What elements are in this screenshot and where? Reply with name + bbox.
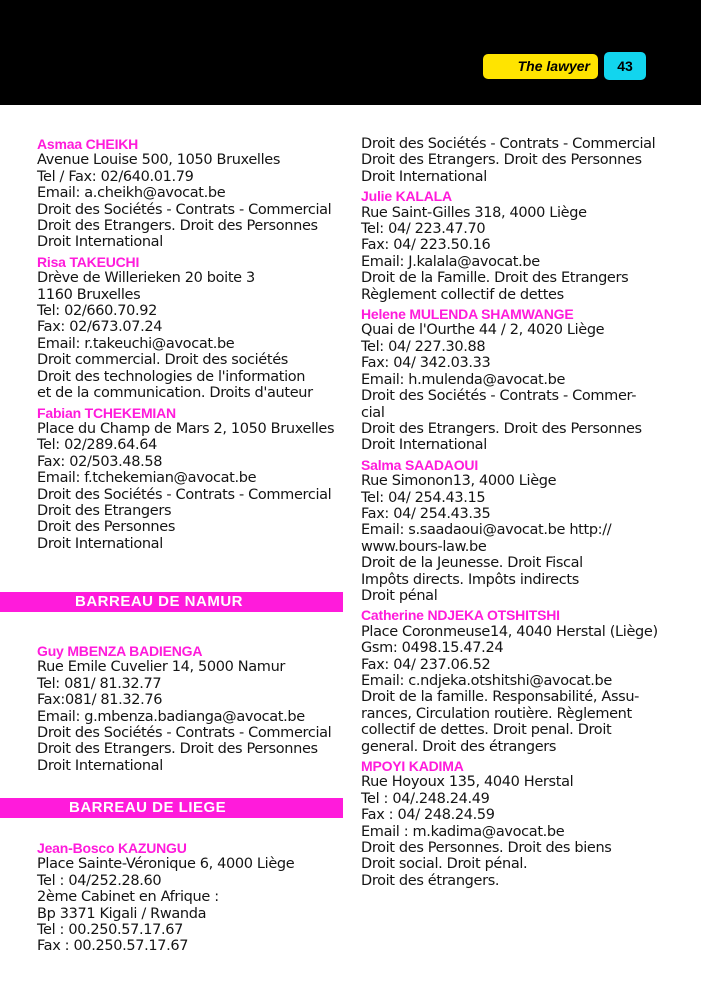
entry-line: Droit International: [361, 437, 487, 454]
namur-listing: [37, 643, 349, 774]
entry-line: Tel / Fax: 02/640.01.79: [37, 168, 194, 185]
entry-line: Droit des Sociétés - Contrats - Commercial: [37, 201, 332, 218]
liege-listing: [37, 840, 349, 955]
lawyer-entry: [37, 405, 349, 553]
entry-line: Droit des Personnes: [37, 519, 176, 536]
entry-line: Email: c.ndjeka.otshitshi@avocat.be: [361, 673, 612, 689]
entry-line: Place Coronmeuse14, 4040 Herstal (Liège): [361, 623, 658, 640]
left-column: [37, 136, 349, 552]
entry-line: Droit des Sociétés - Contrats - Commercial: [37, 725, 332, 742]
entry-line: Tel : 04/.248.24.49: [361, 790, 490, 807]
entry-line: Email: g.mbenza.badianga@avocat.be: [37, 708, 305, 725]
entry-line: www.bours-law.be: [361, 538, 487, 555]
entry-line: Droit des Etrangers. Droit des Personnes: [37, 218, 318, 235]
entry-line: Droit des technologies de l'information: [37, 368, 306, 385]
lawyer-name: Fabian TCHEKEMIAN: [37, 404, 176, 421]
entry-line: Tel: 081/ 81.32.77: [37, 675, 162, 692]
entry-line: Email: h.mulenda@avocat.be: [361, 371, 566, 388]
page-number: 43: [604, 52, 646, 80]
entry-line: Rue Emile Cuvelier 14, 5000 Namur: [37, 659, 286, 676]
lawyer-name: Jean-Bosco KAZUNGU: [37, 840, 187, 856]
entry-line: Droit International: [37, 535, 163, 552]
entry-line: Droit des Etrangers. Droit des Personnes: [37, 741, 318, 758]
entry-line: Droit de la famille. Responsabilité, Assu-: [361, 689, 640, 706]
entry-line: Avenue Louise 500, 1050 Bruxelles: [37, 152, 281, 169]
entry-line: Rue Saint-Gilles 318, 4000 Liège: [361, 204, 587, 221]
entry-line: Tel: 04/ 227.30.88: [361, 338, 486, 355]
entry-line: Droit des Etrangers: [37, 502, 172, 519]
entry-line: Fax: 04/ 237.06.52: [361, 656, 491, 673]
lawyer-name: Helene MULENDA SHAMWANGE: [361, 306, 574, 323]
lawyer-name: MPOYI KADIMA: [361, 758, 464, 775]
entry-line: Fax: 04/ 254.43.35: [361, 505, 491, 522]
barreau-namur-banner: [0, 592, 343, 612]
entry-line: et de la communication. Droits d'auteur: [37, 385, 313, 402]
entry-line: cial: [361, 404, 385, 421]
lawyer-name: Catherine NDJEKA OTSHITSHI: [361, 607, 560, 624]
entry-line: Droit des étrangers.: [361, 872, 500, 889]
entry-line: Place Sainte-Véronique 6, 4000 Liège: [37, 856, 295, 873]
entry-line: Droit des Sociétés - Contrats - Commercial: [361, 136, 656, 152]
entry-line: Email: s.saadaoui@avocat.be http://: [361, 522, 612, 539]
entry-line: Fax: 02/673.07.24: [37, 319, 163, 336]
entry-line: Droit des Etrangers. Droit des Personnes: [361, 420, 642, 437]
entry-line: Place du Champ de Mars 2, 1050 Bruxelles: [37, 420, 335, 437]
entry-line: Droit commercial. Droit des sociétés: [37, 352, 288, 369]
lawyer-name: Julie KALALA: [361, 188, 452, 205]
barreau-liege-banner: [0, 798, 343, 818]
entry-line: Fax : 04/ 248.24.59: [361, 807, 495, 824]
entry-line: Email: r.takeuchi@avocat.be: [37, 335, 235, 352]
entry-line: Quai de l'Ourthe 44 / 2, 4020 Liège: [361, 322, 605, 339]
entry-line: Email: f.tchekemian@avocat.be: [37, 470, 257, 487]
entry-line: Fax: 04/ 342.03.33: [361, 355, 491, 372]
entry-line: Tel: 04/ 223.47.70: [361, 221, 486, 238]
entry-line: 2ème Cabinet en Afrique :: [37, 889, 219, 906]
lawyer-entry: [361, 607, 673, 755]
entry-line: Tel: 02/660.70.92: [37, 303, 158, 320]
entry-line: Droit des Personnes. Droit des biens: [361, 840, 612, 857]
entry-line: Rue Hoyoux 135, 4040 Herstal: [361, 774, 574, 791]
entry-line: Fax : 00.250.57.17.67: [37, 938, 189, 955]
entry-line: Rue Simonon13, 4000 Liège: [361, 473, 557, 490]
entry-line: Fax: 04/ 223.50.16: [361, 237, 491, 254]
lawyer-entry: [37, 643, 349, 774]
entry-line: Drève de Willerieken 20 boite 3: [37, 270, 255, 287]
right-column: [361, 136, 673, 889]
entry-line: Droit des Sociétés - Contrats - Commercial: [37, 486, 332, 503]
lawyer-name: Risa TAKEUCHI: [37, 253, 140, 270]
section-label: The lawyer: [483, 54, 598, 79]
entry-line: Fax: 02/503.48.58: [37, 453, 163, 470]
entry-line: Tel : 04/252.28.60: [37, 872, 162, 889]
entry-line: Droit International: [37, 757, 163, 774]
entry-line: Droit International: [361, 168, 487, 185]
entry-line: Tel : 00.250.57.17.67: [37, 922, 184, 939]
entry-line: Email: a.cheikh@avocat.be: [37, 185, 226, 202]
header-bar: [0, 0, 701, 105]
banner-title: BARREAU DE LIEGE: [69, 799, 227, 816]
lawyer-entry: [361, 188, 673, 303]
entry-line: Bp 3371 Kigali / Rwanda: [37, 905, 207, 922]
entry-line: Droit social. Droit pénal.: [361, 856, 528, 873]
entry-line: 1160 Bruxelles: [37, 286, 141, 303]
lawyer-entry: [37, 136, 349, 251]
lawyer-name: Asmaa CHEIKH: [37, 136, 139, 152]
entry-line: Droit des Sociétés - Contrats - Commer-: [361, 388, 637, 405]
entry-line: rances, Circulation routière. Règlement: [361, 705, 632, 722]
entry-line: Règlement collectif de dettes: [361, 286, 564, 303]
entry-line: Tel: 04/ 254.43.15: [361, 489, 486, 506]
entry-line: Impôts directs. Impôts indirects: [361, 571, 579, 588]
entry-line: Droit International: [37, 234, 163, 251]
entry-line: collectif de dettes. Droit penal. Droit: [361, 722, 612, 739]
entry-line: Fax:081/ 81.32.76: [37, 692, 163, 709]
lawyer-name: Guy MBENZA BADIENGA: [37, 643, 203, 659]
entry-line: Tel: 02/289.64.64: [37, 437, 158, 454]
banner-title: BARREAU DE NAMUR: [75, 593, 243, 610]
entry-line: Droit de la Famille. Droit des Etrangers: [361, 270, 629, 287]
entry-line: Droit de la Jeunesse. Droit Fiscal: [361, 555, 583, 572]
lawyer-name: Salma SAADAOUI: [361, 456, 479, 473]
lawyer-entry: [361, 457, 673, 605]
entry-line: general. Droit des étrangers: [361, 738, 557, 755]
entry-line: Droit pénal: [361, 587, 438, 604]
entry-line: Email : m.kadima@avocat.be: [361, 823, 565, 840]
entry-line: Gsm: 0498.15.47.24: [361, 640, 504, 657]
entry-line: Droit des Etrangers. Droit des Personnes: [361, 152, 642, 169]
continued-entry: [361, 136, 673, 185]
lawyer-entry: [361, 306, 673, 454]
lawyer-entry: [361, 758, 673, 889]
lawyer-entry: [37, 254, 349, 402]
lawyer-entry: [37, 840, 349, 955]
entry-line: Email: J.kalala@avocat.be: [361, 253, 540, 270]
